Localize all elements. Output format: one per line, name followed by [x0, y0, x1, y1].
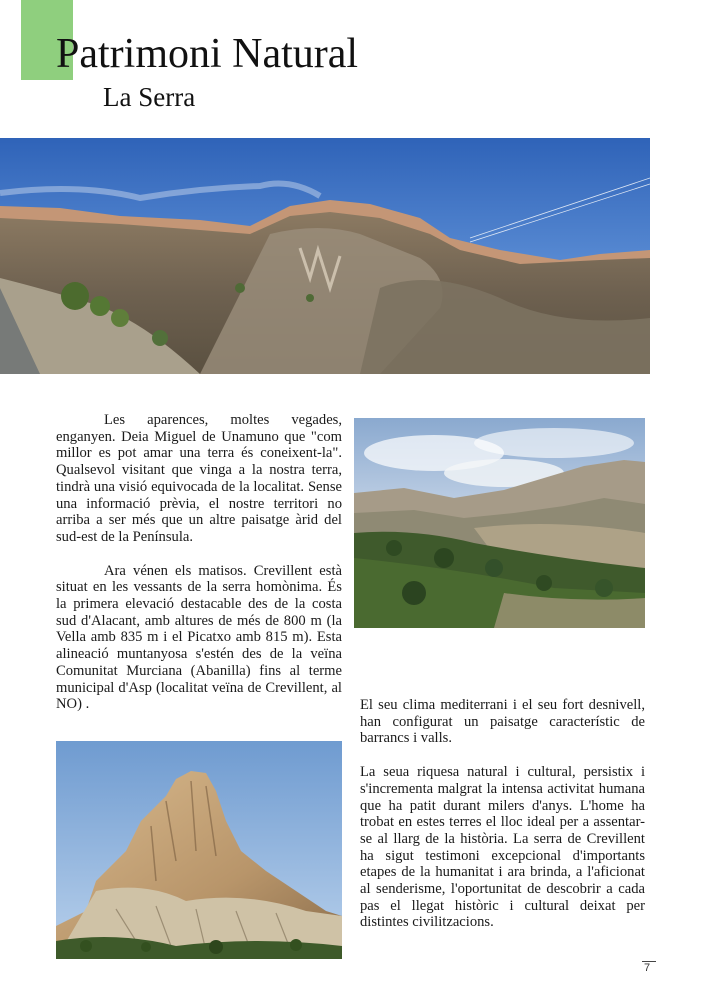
right-text-column [360, 697, 645, 931]
hills-photo [354, 418, 645, 628]
panorama-photo [0, 138, 650, 374]
page-subtitle: La Serra [103, 82, 196, 112]
paragraph: Les aparences, moltes vegades, enganyen. Deia Miguel de Unamuno que "com millor es pot amar una terra és coneixent-la". Qualsevol visitant que vinga a la nostra terra, tindrà una visió equivocada de la localitat. Sense una informació prèvia, el nostre territori no arriba a ser més que un altre paisatge àrid del sud-est de la Península. [56, 412, 342, 545]
rock-peak-photo [56, 741, 342, 959]
page-number: 7 [644, 962, 651, 974]
page-title: Patrimoni Natural [56, 31, 359, 77]
left-text-column [56, 412, 342, 713]
paragraph: El seu clima mediterrani i el seu fort desnivell, han configurat un paisatge característic de barrancs i valls. [360, 697, 645, 747]
paragraph: La seua riquesa natural i cultural, persistix i s'incrementa malgrat la intensa activitat humana que ha patit durant milers d'anys. L'home ha trobat en estes terres el lloc ideal per a assentar-se al llarg de la història. La serra de Crevillent ha sigut testimoni excepcional d'importants etapes de la humanitat i ara brinda, a l'aficionat al senderisme, l'oportunitat de descobrir a cada pas el llegat històric i cultural deixat per distintes civilitzacions. [360, 764, 645, 931]
paragraph: Ara vénen els matisos. Crevillent està situat en les vessants de la serra homònima. És la primera elevació destacable des de la costa sud d'Alacant, amb altures de més de 800 m (la Vella amb 835 m i el Picatxo amb 815 m). Esta alineació muntanyosa s'estén des de la veïna Comunitat Murciana (Abanilla) fins al terme municipal d'Asp (localitat veïna de Crevillent, al NO) . [56, 562, 342, 713]
